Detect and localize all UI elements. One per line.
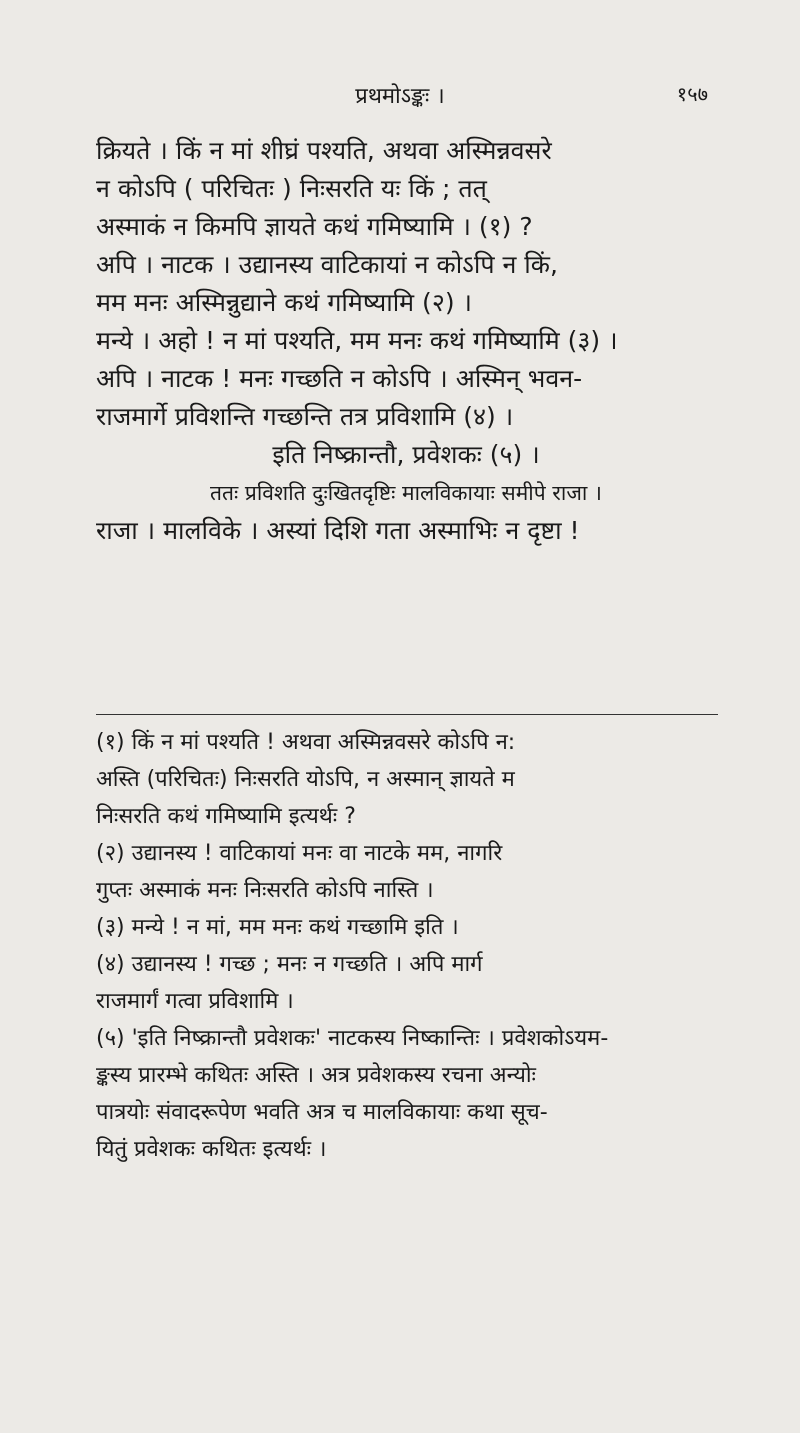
text-line: अपि । नाटक ! मनः गच्छति न कोऽपि । अस्मिन् भवन- — [96, 364, 583, 393]
footnote-divider — [96, 714, 718, 715]
footnote-line: अस्ति (परिचितः) निःसरति योऽपि, न अस्मान् ज्ञायते म — [96, 767, 515, 792]
footnote-line: (५) 'इति निष्क्रान्तौ प्रवेशकः' नाटकस्य निष्कान्तिः । प्रवेशकोऽयम- — [96, 1026, 609, 1051]
footnote-line: निःसरति कथं गमिष्यामि इत्यर्थः ? — [96, 804, 356, 829]
text-line: मम मनः अस्मिन्नुद्याने कथं गमिष्यामि (२) । — [96, 288, 472, 317]
text-line: अपि । नाटक । उद्यानस्य वाटिकायां न कोऽपि न किं, — [96, 250, 558, 279]
text-line: अस्माकं न किमपि ज्ञायते कथं गमिष्यामि । (१) ? — [96, 212, 533, 241]
text-line: मन्ये । अहो ! न मां पश्यति, मम मनः कथं गमिष्यामि (३) । — [96, 326, 618, 355]
running-title: प्रथमोऽङ्कः । — [355, 84, 445, 109]
page-header — [0, 80, 800, 114]
text-line: राजमार्गे प्रविशन्ति गच्छन्ति तत्र प्रविशामि (४) । — [96, 402, 514, 431]
text-line: राजा । मालविके । अस्यां दिशि गता अस्माभिः न दृष्टा ! — [96, 516, 580, 545]
page-number: १५७ — [676, 82, 708, 106]
text-line: न कोऽपि ( परिचितः ) निःसरति यः किं ; तत् — [96, 174, 487, 203]
footnotes — [96, 724, 718, 1168]
main-text — [96, 132, 716, 550]
footnote-line: (४) उद्यानस्य ! गच्छ ; मनः न गच्छति । अपि मार्ग — [96, 952, 483, 977]
footnote-line: गुप्तः अस्माकं मनः निःसरति कोऽपि नास्ति । — [96, 878, 434, 903]
footnote-line: पात्रयोः संवादरूपेण भवति अत्र च मालविकायाः कथा सूच- — [96, 1100, 548, 1125]
footnote-line: (१) किं न मां पश्यति ! अथवा अस्मिन्नवसरे कोऽपि न: — [96, 730, 516, 755]
stage-direction: ततः प्रविशति दुःखितदृष्टिः मालविकायाः समीपे राजा । — [210, 481, 602, 505]
footnote-line: यितुं प्रवेशकः कथितः इत्यर्थः । — [96, 1137, 327, 1162]
footnote-line: (३) मन्ये ! न मां, मम मनः कथं गच्छामि इति । — [96, 915, 459, 940]
text-line: क्रियते । किं न मां शीघ्रं पश्यति, अथवा अस्मिन्नवसरे — [96, 136, 552, 165]
stage-direction: इति निष्क्रान्तौ, प्रवेशकः (५) । — [272, 440, 540, 469]
footnote-line: ङ्कस्य प्रारम्भे कथितः अस्ति । अत्र प्रवेशकस्य रचना अन्योः — [96, 1063, 537, 1088]
footnote-line: (२) उद्यानस्य ! वाटिकायां मनः वा नाटके मम, नागरि — [96, 841, 503, 866]
footnote-line: राजमार्गं गत्वा प्रविशामि । — [96, 989, 294, 1014]
